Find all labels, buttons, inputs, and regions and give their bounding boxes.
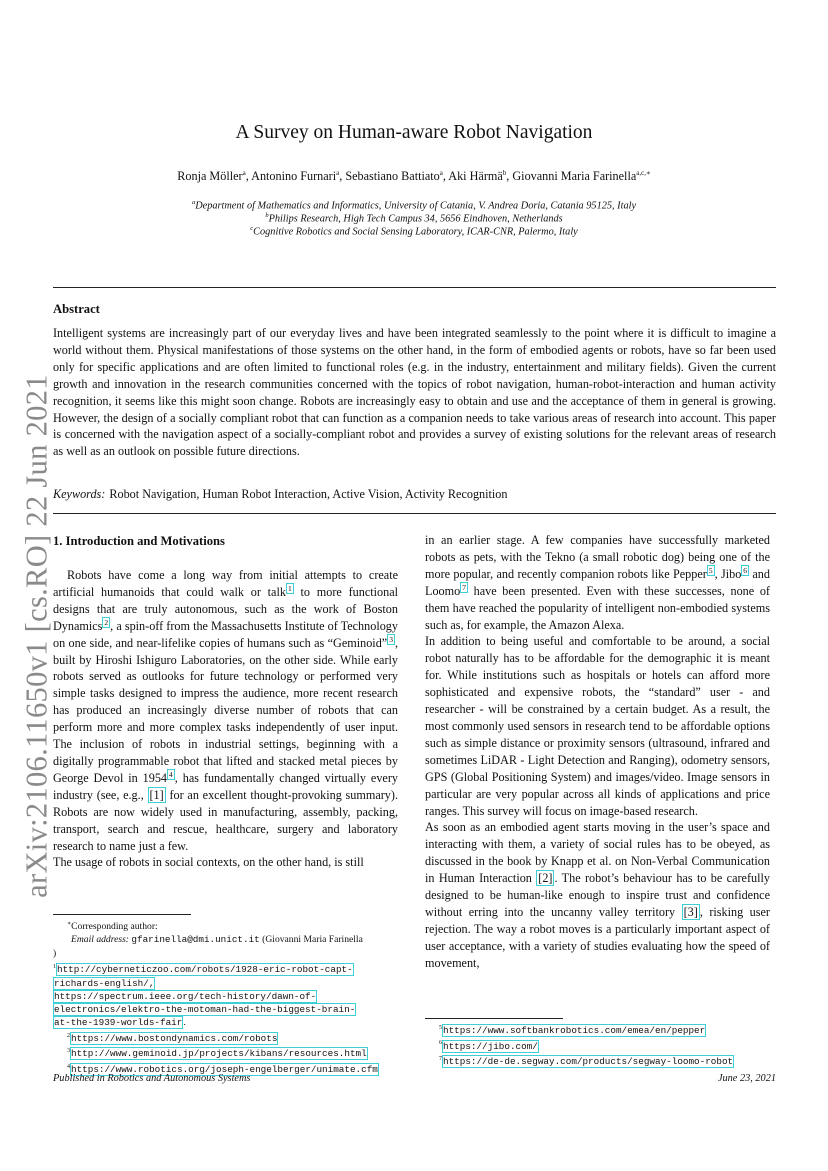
footnote-text: (Giovanni Maria Farinella [262, 934, 363, 946]
text-run: and Loomo [425, 566, 770, 598]
author-affiliation-mark: a,c,∗ [636, 169, 651, 177]
footnote-1 [53, 961, 400, 1030]
text-run: for an excellent thought-provoking summary). Robots are now widely used in manufacturing, assembly, packing, transport, search and rescue, healthcare, surgery and laboratory research to name just a few. [53, 787, 399, 853]
affiliation-mark: b [265, 212, 269, 219]
footnote-url[interactable]: https://www.robotics.org/joseph-engelberger/unimate.cfm [71, 1063, 378, 1075]
text-run: , has fundamentally changed virtually every industry (see, e.g., [53, 770, 398, 802]
text-run: in an earlier stage. A few companies have successfully marketed robots as pets, with the Tekno (a small robotic dog) being one of the more popular, and recently companion robots like Pepper [425, 533, 770, 581]
footnote-corresponding [53, 918, 400, 933]
right-column [425, 532, 770, 972]
citation-link[interactable]: [3] [683, 904, 698, 919]
footnote-url[interactable]: at-the-1939-worlds-fair [54, 1017, 183, 1029]
author-affiliation-mark: a [242, 169, 246, 177]
footnote-mark: 3 [67, 1048, 70, 1055]
footnote-email [53, 933, 400, 946]
footnote-link[interactable]: 6 [743, 565, 748, 575]
footnote-rule [53, 914, 191, 915]
author-affiliation-mark: b [502, 169, 507, 177]
paragraph [53, 567, 398, 854]
footnote-text: ) [53, 947, 57, 959]
affiliation-mark: c [250, 225, 254, 232]
divider [53, 513, 776, 514]
affiliation [0, 199, 828, 211]
keywords-label: Keywords: [53, 487, 106, 501]
footnote-link[interactable]: 2 [104, 617, 109, 627]
paragraph [425, 819, 770, 971]
footnote-url[interactable]: https://de-de.segway.com/products/segway-loomo-robot [443, 1056, 734, 1068]
author-name: Antonino Furnari [251, 169, 337, 184]
footnote-mark: 2 [67, 1032, 70, 1039]
author-affiliation-mark: a [336, 169, 340, 177]
email-label: Email address: [71, 934, 130, 946]
affiliation-text: Department of Mathematics and Informatics, University of Catania, V. Andrea Doria, Catania 95125, Italy [195, 200, 637, 212]
author-name: Ronja Möller [177, 169, 243, 184]
footnote-url[interactable]: https://spectrum.ieee.org/tech-history/dawn-of- [54, 990, 317, 1002]
citation-link[interactable]: [1] [149, 787, 164, 802]
footnote-2 [53, 1030, 400, 1045]
abstract-heading: Abstract [53, 302, 100, 316]
author-name: Giovanni Maria Farinella [512, 169, 637, 184]
footnote-url[interactable]: https://www.softbankrobotics.com/emea/en/pepper [443, 1025, 706, 1037]
footnote-mark: 6 [439, 1040, 442, 1047]
footnote-url[interactable]: https://jibo.com/ [443, 1040, 538, 1052]
author-name: Aki Härmä [448, 169, 503, 184]
text-run: , Jibo [714, 566, 742, 581]
footnote-text: . [183, 1017, 186, 1029]
footnote-link[interactable]: 3 [389, 634, 393, 644]
keywords-text: Robot Navigation, Human Robot Interaction, Active Vision, Activity Recognition [109, 487, 508, 501]
footnote-7 [425, 1053, 775, 1068]
arxiv-id: arXiv:2106.11650v1 [cs.RO] 22 Jun 2021 [19, 374, 54, 898]
footnote-mark: ∗ [67, 921, 72, 927]
section-heading: 1. Introduction and Motivations [53, 534, 225, 548]
divider [53, 287, 776, 288]
text-run: to more functional designs that are truly autonomous, such as the work of Boston Dynamics [53, 584, 398, 633]
footer-journal: Published in Robotics and Autonomous Systems [53, 1073, 251, 1084]
footnote-3 [53, 1045, 400, 1060]
footnote-6 [425, 1037, 775, 1052]
keywords [53, 487, 508, 502]
footnote-url[interactable]: http://www.geminoid.jp/projects/kibans/resources.html [71, 1048, 367, 1060]
footnote-mark: 5 [439, 1025, 442, 1031]
email-link[interactable]: gfarinella@dmi.unict.it [131, 934, 260, 946]
footnote-rule [425, 1018, 563, 1019]
affiliation [0, 212, 828, 224]
text-run: , a spin-off from the Massachusetts Institute of Technology on one side, and near-lifelike copies of humans such as “Geminoid” [53, 618, 398, 650]
footnote-mark: 7 [439, 1055, 442, 1062]
abstract-text: Intelligent systems are increasingly part of our everyday lives and have been integrated seamlessly to the point where it is difficult to imagine a world without them. Physical manifestations of those systems on the other hand, in the form of embodied agents or robots, have so far been used only for specific applications and are often limited to functional roles (e.g. in the industry, entertainment and military fields). Given the current growth and innovation in the research communities concerned with the topics of robot navigation, human-robot-interaction and human activity recognition, it seems like this might soon change. Robots are increasingly easy to obtain and use and the acceptance of them in general is growing. However, the design of a socially compliant robot that can function as a companion needs to take various areas of research into account. This paper is concerned with the navigation aspect of a socially-compliant robot and provides a survey of existing solutions for the relevant areas of research as well as an outlook on possible future directions. [53, 326, 776, 459]
paper-title: A Survey on Human-aware Robot Navigation [235, 122, 593, 143]
affiliation-text: Cognitive Robotics and Social Sensing Laboratory, ICAR-CNR, Palermo, Italy [253, 226, 578, 238]
affiliation-mark: a [191, 199, 196, 206]
citation-link[interactable]: [2] [538, 871, 553, 886]
text-run: Robots have come a long way from initial attempts to create artificial humanoids that could walk or talk [53, 568, 398, 599]
footnote-mark: 1 [53, 964, 56, 971]
left-column [53, 567, 398, 871]
affiliation-text: Philips Research, High Tech Campus 34, 5656 Eindhoven, Netherlands [268, 213, 563, 225]
author-name: Sebastiano Battiato [345, 169, 440, 184]
affiliation [0, 225, 828, 237]
text-run: . The robot’s behaviour has to be carefully designed to be human-like enough to inspire trust and confidence without erring into the uncanny valley territory [425, 871, 770, 919]
footnotes-right [425, 1018, 775, 1068]
footnote-link[interactable]: 4 [169, 769, 173, 779]
paragraph [425, 532, 770, 633]
footer-date: June 23, 2021 [717, 1073, 776, 1084]
footnote-link[interactable]: 7 [462, 582, 466, 592]
author-list: Ronja Möller$^a$, Antonino Furnari$^a$, Sebastiano Battiato$^a$, Aki Härmä$^b$, Giovanni Maria Farinella$^{a,c,∗}$ [177, 169, 651, 184]
footnote-url[interactable]: https://www.bostondynamics.com/robots [71, 1032, 278, 1044]
footnotes-left [53, 914, 400, 1076]
author-affiliation-mark: a [439, 169, 443, 177]
text-run: , built by Hiroshi Ishiguro Laboratories, on the other side. While early robots served as outlooks for future technology or performed very simple tasks designed to impress the audience, more recent research has produced an increasingly diverse number of robots that can perform more and more complex tasks independently of user input. The inclusion of robots in industrial settings, beginning with a digitally programmable robot that lifted and stacked metal pieces by George Devol in 1954 [53, 635, 398, 785]
footnote-text: Corresponding author: [71, 921, 158, 933]
footnote-url[interactable]: richards-english/, [54, 977, 155, 989]
footnote-link[interactable]: 5 [708, 565, 713, 575]
footnote-mark: 4 [67, 1063, 70, 1070]
footnote-link[interactable]: 1 [287, 583, 292, 593]
footnote-5 [425, 1022, 775, 1037]
paragraph: The usage of robots in social contexts, on the other hand, is still [53, 855, 364, 870]
text-run: have been presented. Even with these successes, none of them have reached the popularity of intelligent non-embodied systems such as, for example, the Amazon Alexa. [425, 583, 770, 632]
paragraph: In addition to being useful and comfortable to be around, a social robot naturally has to be affordable for the demographic it is meant for. While institutions such as hospitals or hotels can afford more sophisticated and expensive robots, the “standard” user - and researcher - will be constrained by a certain budget. As a result, the most commonly used sensors in research tend to be affordable options such as simple distance or proximity sensors (ultrasound, infrared and sometimes LiDAR - Light Detection and Ranging), odometry sensors, GPS (Global Positioning System) and images/video. Image sensors in particular are very popular across all kinds of applications and price ranges. This survey will focus on image-based research. [425, 634, 770, 818]
text-run: As soon as an embodied agent starts moving in the user’s space and interacting with them, a variety of social rules has to be obeyed, as discussed in the book by Knapp et al. on Non-Verbal Communication in Human Interaction [425, 820, 770, 886]
footnote-url[interactable]: electronics/elektro-the-motoman-had-the-biggest-brain- [54, 1004, 356, 1016]
footnote-url[interactable]: http://cyberneticzoo.com/robots/1928-eric-robot-capt- [57, 964, 353, 976]
text-run: , risking user rejection. The way a robot moves is a particularly important aspect of user acceptance, with a variety of studies evaluating how the speed of movement, [425, 904, 770, 970]
